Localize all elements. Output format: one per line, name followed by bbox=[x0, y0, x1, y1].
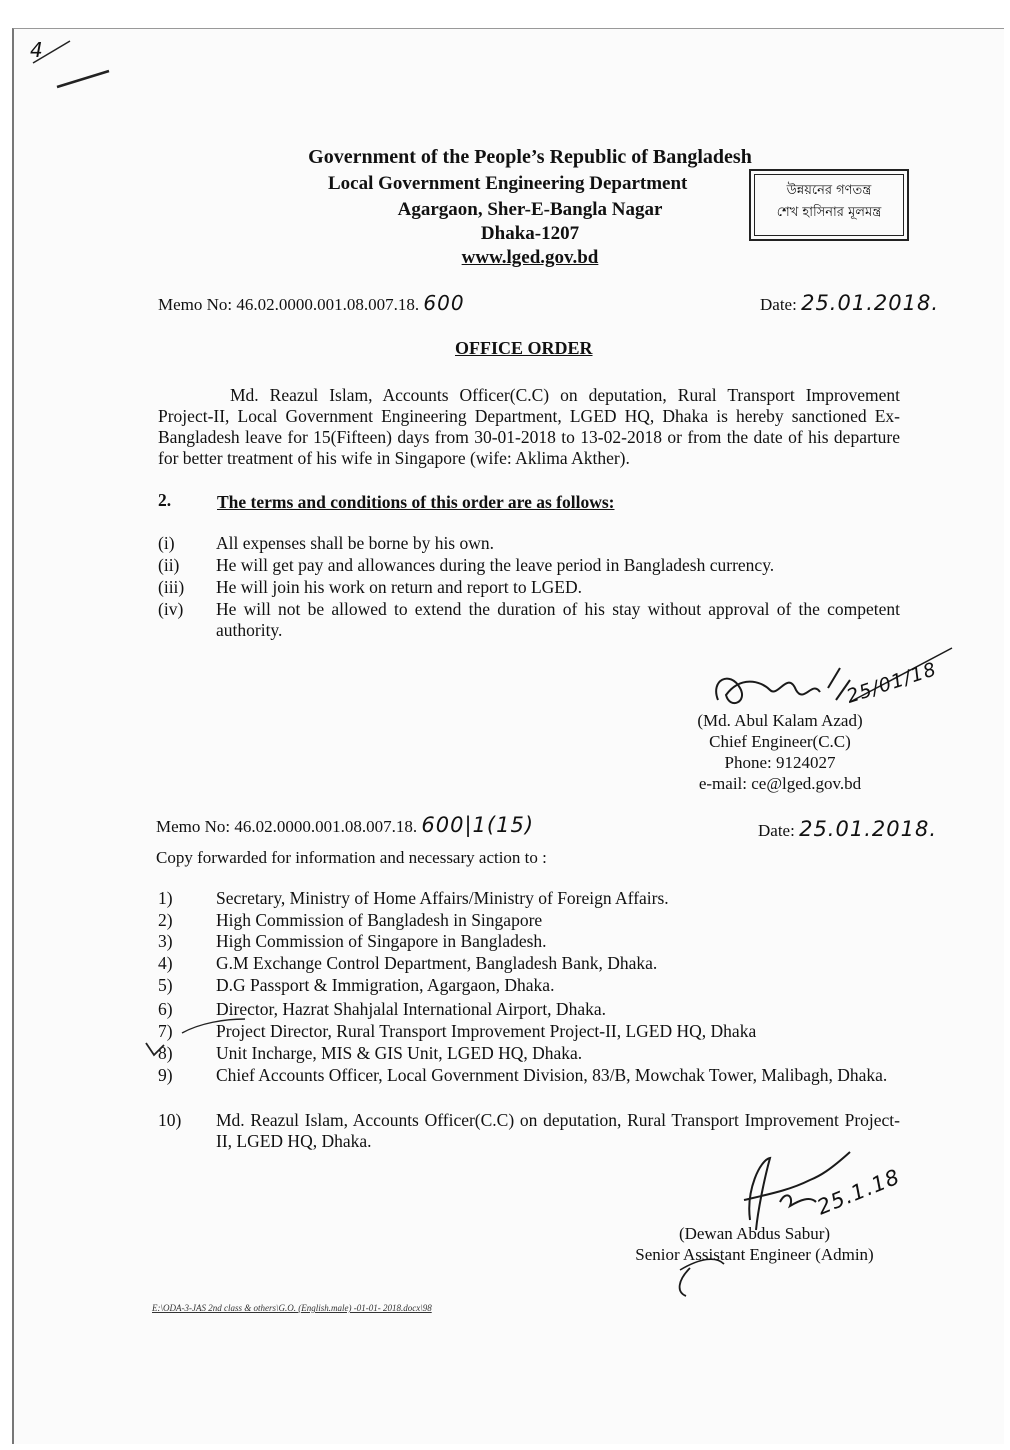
copy-item-text: Secretary, Ministry of Home Affairs/Ministry of Foreign Affairs. bbox=[216, 888, 669, 908]
terms-item-number: (ii) bbox=[158, 555, 180, 575]
signature-1-handwritten-date: 25/01/18 bbox=[843, 658, 940, 708]
terms-item-number: (i) bbox=[158, 533, 175, 553]
memo-date-1 bbox=[760, 291, 939, 315]
memo-label: Memo No: 46.02.0000.001.08.007.18. bbox=[158, 295, 420, 314]
signatory-1-block bbox=[670, 710, 890, 794]
terms-item-number: (iii) bbox=[158, 577, 185, 597]
copy-item-text: Md. Reazul Islam, Accounts Officer(C.C) on deputation, Rural Transport Improvement Project-II, LGED HQ, Dhaka. bbox=[216, 1110, 900, 1151]
copy-item-text: D.G Passport & Immigration, Agargaon, Dhaka. bbox=[216, 975, 555, 995]
memo-number-1 bbox=[158, 291, 465, 315]
footer-file-path: E:\ODA-3-JAS 2nd class & others\G.O. (English.male) -01-01- 2018.docx\98 bbox=[152, 1303, 432, 1313]
header-government: Government of the People’s Republic of Bangladesh bbox=[308, 146, 752, 168]
copy-forward-intro: Copy forwarded for information and necessary action to : bbox=[156, 848, 547, 867]
memo-date-2 bbox=[758, 817, 937, 841]
slogan-line-2: শেখ হাসিনার মূলমন্ত্র bbox=[776, 205, 882, 220]
copy-item-text: Chief Accounts Officer, Local Government Division, 83/B, Mowchak Tower, Malibagh, Dhaka. bbox=[216, 1065, 888, 1085]
terms-heading: The terms and conditions of this order are as follows: bbox=[217, 492, 615, 512]
signatory-2-block bbox=[612, 1223, 897, 1265]
copy-item-number: 1) bbox=[158, 888, 173, 908]
copy-item-number: 5) bbox=[158, 975, 173, 995]
terms-item-text: He will join his work on return and report to LGED. bbox=[216, 577, 582, 597]
corner-handwritten-mark: 4 bbox=[30, 38, 44, 62]
copy-item-text: G.M Exchange Control Department, Bangladesh Bank, Dhaka. bbox=[216, 953, 658, 973]
date-label: Date: bbox=[758, 821, 795, 840]
header-city: Dhaka-1207 bbox=[480, 223, 580, 244]
signature-2-scribble bbox=[660, 1140, 900, 1300]
copy-item-number: 6) bbox=[158, 999, 173, 1019]
slogan-line-1: উন্নয়নের গণতন্ত্র bbox=[786, 183, 872, 198]
memo-number-2 bbox=[156, 813, 534, 837]
memo-handwritten-number: 600|1(15) bbox=[421, 813, 535, 837]
copy-item-number: 10) bbox=[158, 1110, 182, 1130]
date-handwritten: 25.01.2018. bbox=[801, 291, 939, 315]
copy-item-number: 7) bbox=[158, 1021, 173, 1041]
terms-item-text: He will not be allowed to extend the duration of his stay without approval of the competent authority. bbox=[216, 599, 900, 640]
header-address: Agargaon, Sher-E-Bangla Nagar bbox=[397, 199, 663, 220]
copy-item-text: High Commission of Singapore in Bangladesh. bbox=[216, 931, 547, 951]
copy-item-number: 4) bbox=[158, 953, 173, 973]
signatory-1-email[interactable]: e-mail: ce@lged.gov.bd bbox=[698, 774, 862, 793]
order-body-paragraph: Md. Reazul Islam, Accounts Officer(C.C) on deputation, Rural Transport Improvement Project-II, Local Government Engineering Department, LGED HQ, Dhaka is hereby sanctioned Ex-Bangladesh leave for 15(Fifteen) days from 30-01-2018 to 13-02-2018 or from the date of his departure for better treatment of his wife in Singapore (wife: Aklima Akther). bbox=[158, 385, 900, 468]
copy-item-text: High Commission of Bangladesh in Singapore bbox=[216, 910, 543, 930]
terms-item-number: (iv) bbox=[158, 599, 184, 619]
terms-number: 2. bbox=[158, 490, 172, 510]
signatory-1-phone: Phone: 9124027 bbox=[724, 753, 836, 772]
terms-item-text: All expenses shall be borne by his own. bbox=[216, 533, 495, 553]
copy-item-number: 2) bbox=[158, 910, 173, 930]
header-website-link[interactable]: www.lged.gov.bd bbox=[461, 247, 599, 268]
signatory-2-title: Senior Assistant Engineer (Admin) bbox=[635, 1245, 874, 1264]
office-order-title: OFFICE ORDER bbox=[455, 338, 593, 358]
date-label: Date: bbox=[760, 295, 797, 314]
memo-label: Memo No: 46.02.0000.001.08.007.18. bbox=[156, 817, 418, 836]
copy-item-number: 3) bbox=[158, 931, 173, 951]
copy-item-number: 9) bbox=[158, 1065, 173, 1085]
signatory-1-title: Chief Engineer(C.C) bbox=[709, 732, 851, 751]
copy-item-text: Director, Hazrat Shahjalal International Airport, Dhaka. bbox=[216, 999, 606, 1019]
signature-2-handwritten-date: 25.1.18 bbox=[813, 1164, 904, 1220]
signatory-1-name: (Md. Abul Kalam Azad) bbox=[697, 711, 863, 730]
signatory-2-name: (Dewan Abdus Sabur) bbox=[678, 1224, 831, 1243]
copy-item-text: Project Director, Rural Transport Improvement Project-II, LGED HQ, Dhaka bbox=[216, 1021, 757, 1041]
slogan-box bbox=[749, 169, 909, 241]
corner-pen-strokes bbox=[25, 35, 115, 95]
memo-handwritten-number: 600 bbox=[423, 291, 465, 315]
date-handwritten: 25.01.2018. bbox=[799, 817, 937, 841]
handwritten-tick-marks bbox=[140, 1015, 250, 1060]
terms-item-text: He will get pay and allowances during the leave period in Bangladesh currency. bbox=[216, 555, 775, 575]
copy-item-number: 8) bbox=[158, 1043, 173, 1063]
copy-item-text: Unit Incharge, MIS & GIS Unit, LGED HQ, Dhaka. bbox=[216, 1043, 583, 1063]
header-department: Local Government Engineering Department bbox=[328, 173, 688, 194]
